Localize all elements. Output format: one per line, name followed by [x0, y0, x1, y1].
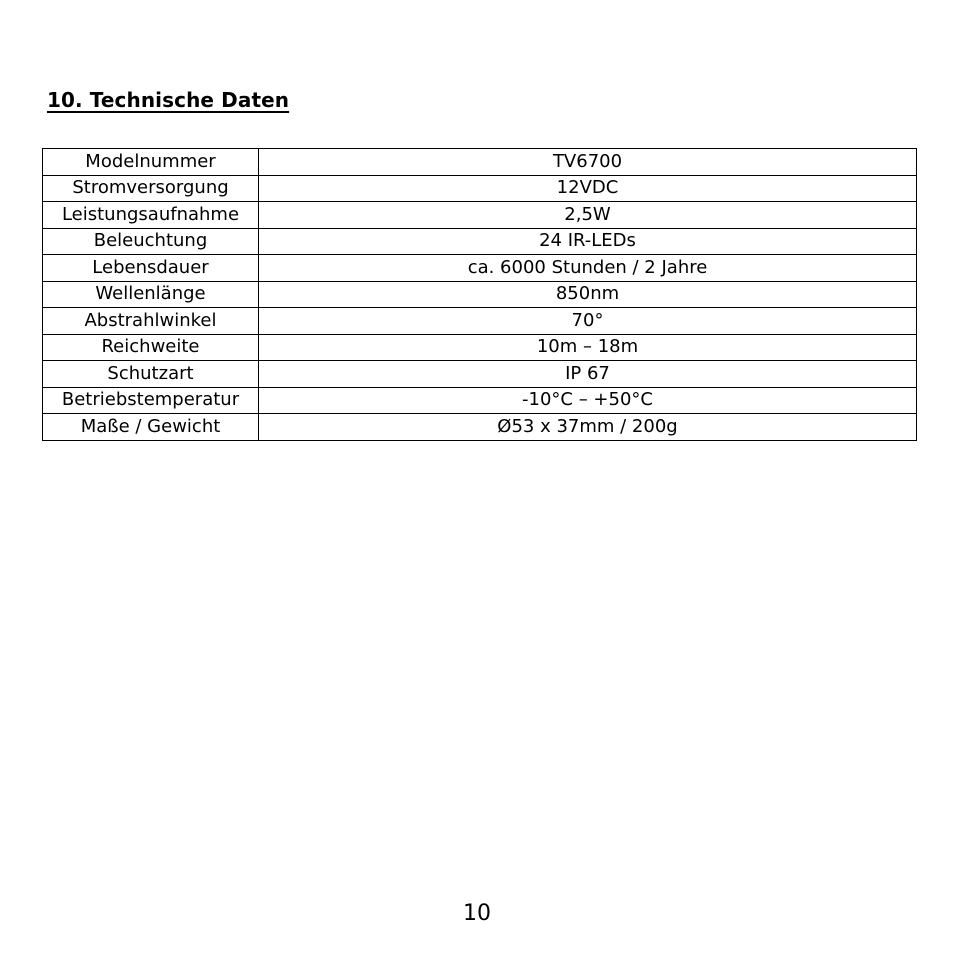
- table-row: [43, 228, 917, 255]
- spec-table: [42, 148, 917, 441]
- spec-value: Ø53 x 37mm / 200g: [259, 414, 917, 441]
- spec-label: Lebensdauer: [43, 255, 259, 282]
- spec-value: IP 67: [259, 361, 917, 388]
- spec-value: TV6700: [259, 149, 917, 176]
- spec-value: 24 IR-LEDs: [259, 228, 917, 255]
- page-number: 10: [463, 901, 491, 926]
- spec-value: 850nm: [259, 281, 917, 308]
- spec-value: 70°: [259, 308, 917, 335]
- spec-value: ca. 6000 Stunden / 2 Jahre: [259, 255, 917, 282]
- spec-value: 12VDC: [259, 175, 917, 202]
- table-row: [43, 202, 917, 229]
- spec-label: Schutzart: [43, 361, 259, 388]
- spec-value: 2,5W: [259, 202, 917, 229]
- spec-label: Leistungsaufnahme: [43, 202, 259, 229]
- spec-label: Reichweite: [43, 334, 259, 361]
- table-row: [43, 334, 917, 361]
- section-heading: 10. Technische Daten: [47, 88, 290, 112]
- table-row: [43, 255, 917, 282]
- table-row: [43, 414, 917, 441]
- spec-label: Abstrahlwinkel: [43, 308, 259, 335]
- spec-label: Wellenlänge: [43, 281, 259, 308]
- table-row: [43, 175, 917, 202]
- table-row: [43, 308, 917, 335]
- spec-label: Beleuchtung: [43, 228, 259, 255]
- spec-value: -10°C – +50°C: [259, 387, 917, 414]
- spec-label: Stromversorgung: [43, 175, 259, 202]
- spec-label: Betriebstemperatur: [43, 387, 259, 414]
- table-row: [43, 361, 917, 388]
- table-row: [43, 149, 917, 176]
- spec-label: Modelnummer: [43, 149, 259, 176]
- table-row: [43, 387, 917, 414]
- spec-value: 10m – 18m: [259, 334, 917, 361]
- table-row: [43, 281, 917, 308]
- spec-label: Maße / Gewicht: [43, 414, 259, 441]
